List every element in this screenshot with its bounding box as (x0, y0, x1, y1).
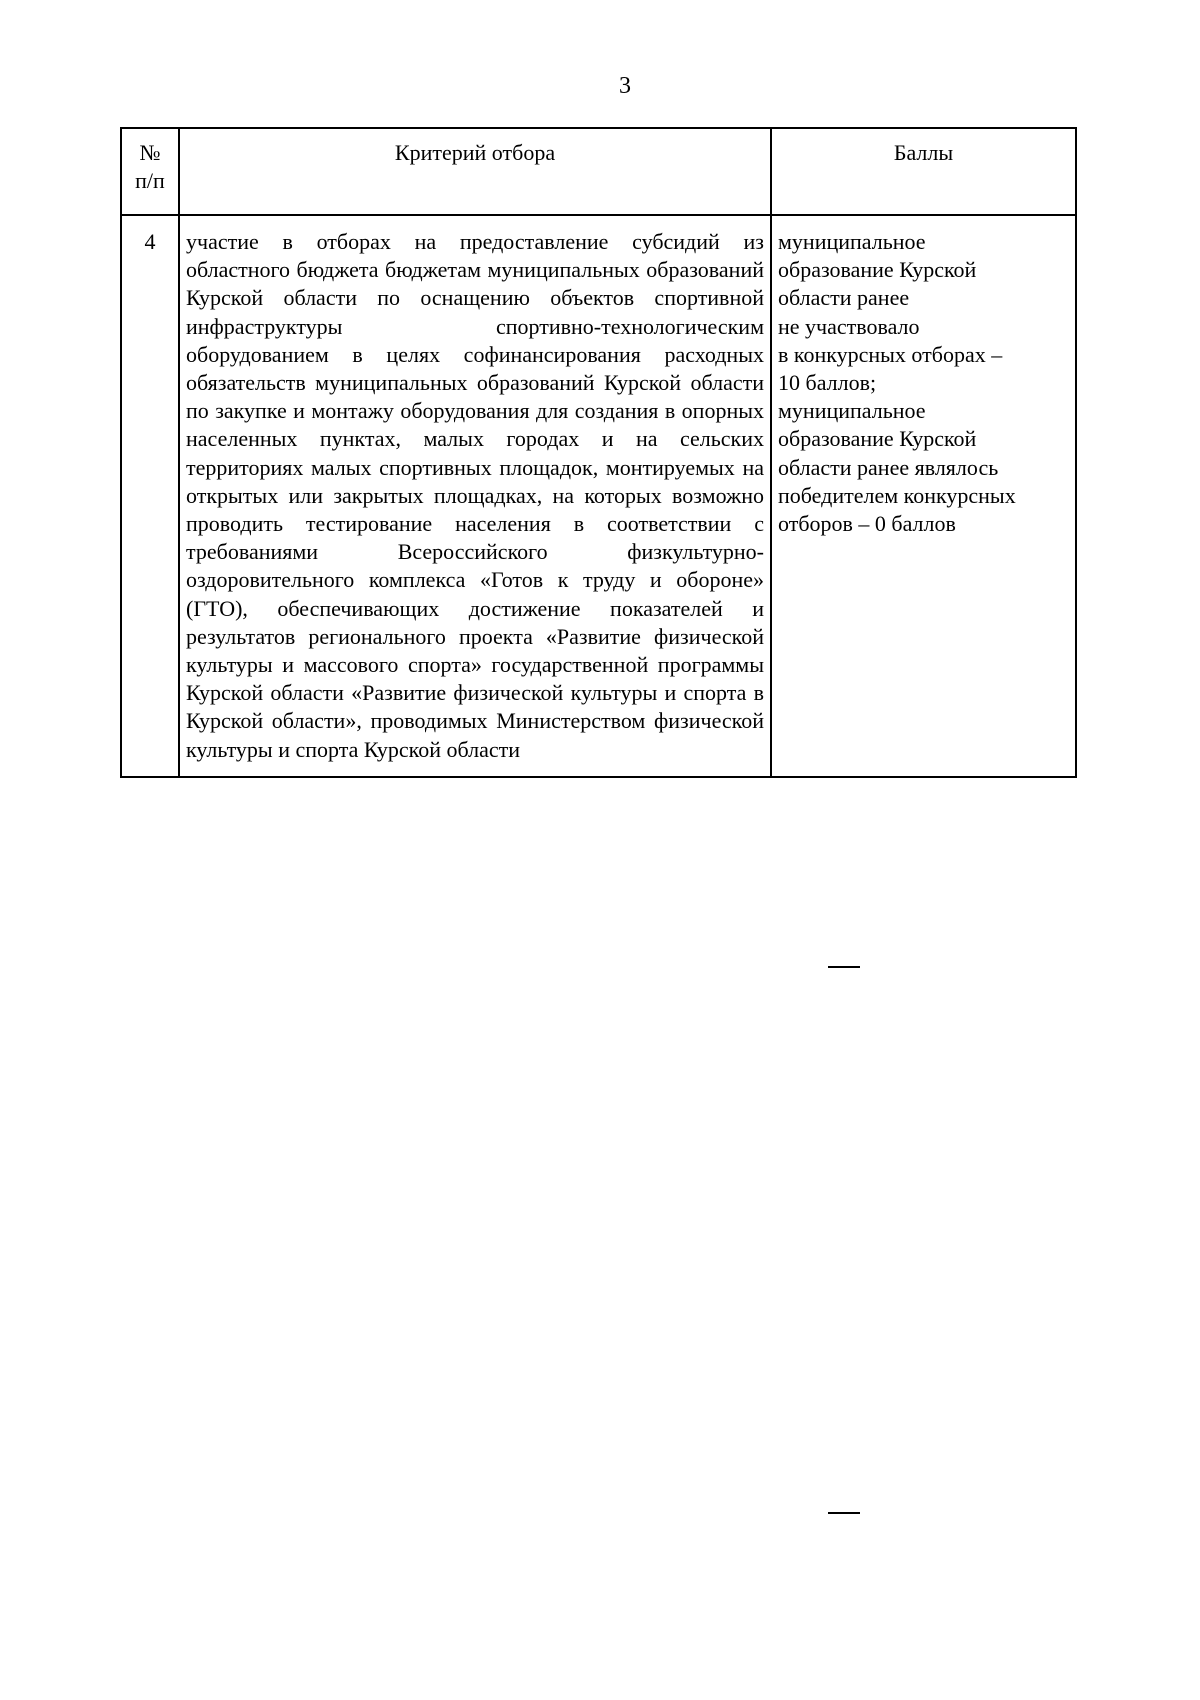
row-number: 4 (121, 215, 179, 777)
row-criterion: участие в отборах на предоставление субсидий из областного бюджета бюджетам муниципальных образований Курской области по оснащению объектов спортивной инфраструктуры спортивно-технологическим оборудованием в целях софинансирования расходных обязательств муниципальных образований Курской области по закупке и монтажу оборудования для создания в опорных населенных пунктах, малых городах и на сельских территориях малых спортивных площадок, монтируемых на открытых или закрытых площадках, на которых возможно проводить тестирование населения в соответствии с требованиями Всероссийского физкультурно-оздоровительного комплекса «Готов к труду и обороне» (ГТО), обеспечивающих достижение показателей и результатов регионального проекта «Развитие физической культуры и массового спорта» государственной программы Курской области «Развитие физической культуры и спорта в Курской области», проводимых Министерством физической культуры и спорта Курской области (179, 215, 771, 777)
header-number (121, 128, 179, 215)
points-line: не участвовало (778, 313, 920, 339)
criteria-table (120, 127, 1077, 778)
points-line: в конкурсных отборах – (778, 341, 1003, 367)
table-header-row (121, 128, 1076, 215)
points-line: образование Курской (778, 257, 977, 283)
points-line: победителем конкурсных (778, 482, 1016, 508)
header-criterion: Критерий отбора (179, 128, 771, 215)
header-number-line1: № (139, 140, 161, 165)
points-line: образование Курской (778, 426, 977, 452)
table-row (121, 215, 1076, 777)
points-line: области ранее (778, 285, 910, 311)
points-line: 10 баллов; (778, 370, 877, 396)
header-points: Баллы (771, 128, 1076, 215)
header-number-line2: п/п (135, 168, 165, 193)
points-line: области ранее являлось (778, 454, 999, 480)
page-number: 3 (619, 73, 631, 99)
points-line: муниципальное (778, 398, 926, 424)
separator-dash (828, 1512, 860, 1514)
points-line: отборов – 0 баллов (778, 511, 956, 537)
row-points (771, 215, 1076, 777)
points-line: муниципальное (778, 229, 926, 254)
separator-dash (828, 966, 860, 968)
